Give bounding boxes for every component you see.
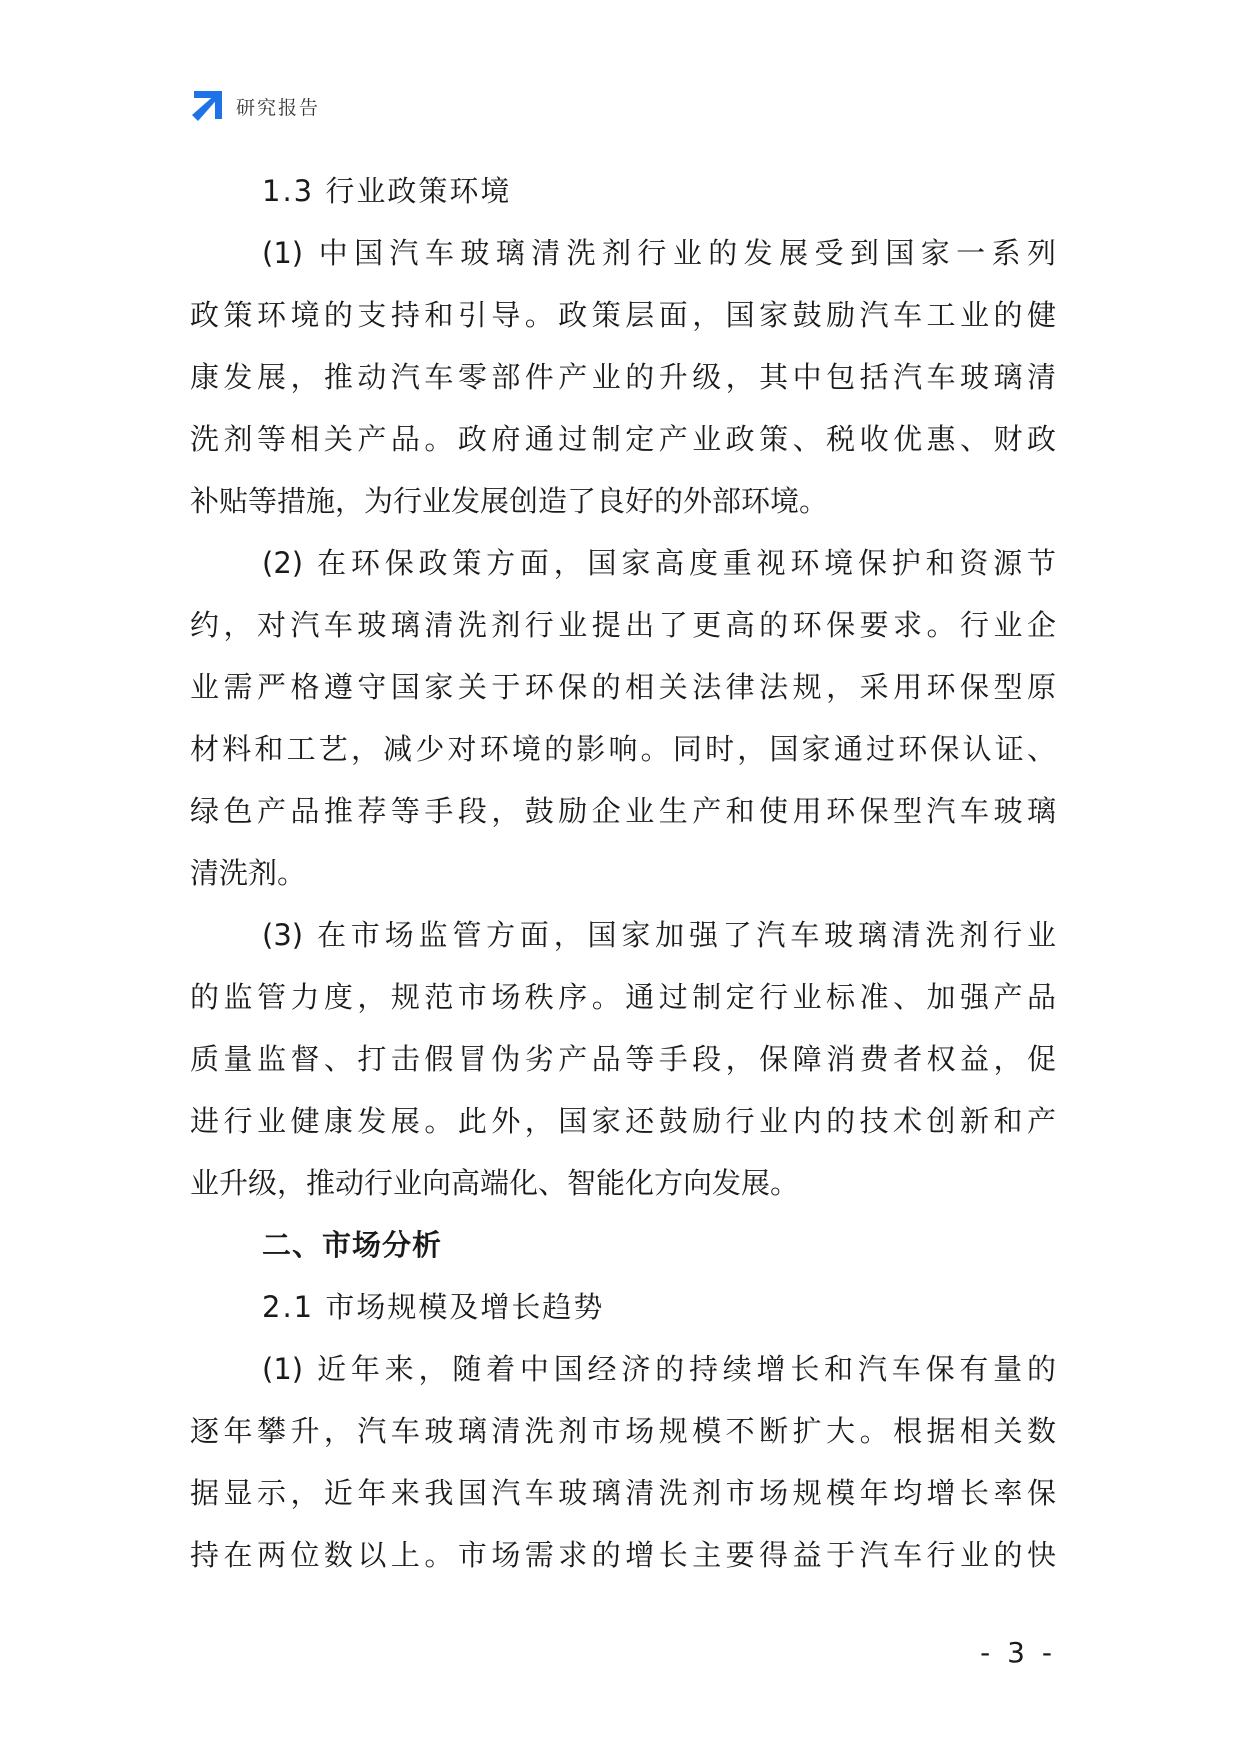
- text-line: 材料和工艺，减少对环境的影响。同时，国家通过环保认证、: [190, 732, 1056, 766]
- text-line: 政策环境的支持和引导。政策层面，国家鼓励汽车工业的健: [190, 298, 1056, 332]
- text-line: (2) 在环保政策方面，国家高度重视环境保护和资源节: [262, 546, 1056, 580]
- document-body: [190, 160, 1056, 1586]
- section-heading: 二、市场分析: [262, 1228, 443, 1262]
- text-line: 持在两位数以上。市场需求的增长主要得益于汽车行业的快: [190, 1538, 1056, 1572]
- arrow-up-right-icon: [190, 89, 224, 123]
- text-line: 据显示，近年来我国汽车玻璃清洗剂市场规模年均增长率保: [190, 1476, 1056, 1510]
- text-line: 业升级，推动行业向高端化、智能化方向发展。: [190, 1166, 800, 1200]
- section-heading: 2.1 市场规模及增长趋势: [262, 1290, 605, 1324]
- text-line: 绿色产品推荐等手段，鼓励企业生产和使用环保型汽车玻璃: [190, 794, 1056, 828]
- text-line: 清洗剂。: [190, 856, 307, 890]
- section-heading: 1.3 行业政策环境: [262, 174, 512, 208]
- header-label: 研究报告: [236, 96, 321, 119]
- text-line: (1) 近年来，随着中国经济的持续增长和汽车保有量的: [262, 1352, 1056, 1386]
- report-header: [190, 88, 320, 124]
- text-line: 业需严格遵守国家关于环保的相关法律法规，采用环保型原: [190, 670, 1056, 704]
- text-line: 进行业健康发展。此外，国家还鼓励行业内的技术创新和产: [190, 1104, 1056, 1138]
- text-line: 康发展，推动汽车零部件产业的升级，其中包括汽车玻璃清: [190, 360, 1056, 394]
- page-number: - 3 -: [980, 1636, 1056, 1669]
- text-line: 补贴等措施，为行业发展创造了良好的外部环境。: [190, 484, 829, 518]
- text-line: 的监管力度，规范市场秩序。通过制定行业标准、加强产品: [190, 980, 1056, 1014]
- text-line: (1) 中国汽车玻璃清洗剂行业的发展受到国家一系列: [262, 236, 1056, 270]
- text-line: 逐年攀升，汽车玻璃清洗剂市场规模不断扩大。根据相关数: [190, 1414, 1056, 1448]
- text-line: 洗剂等相关产品。政府通过制定产业政策、税收优惠、财政: [190, 422, 1056, 456]
- text-line: (3) 在市场监管方面，国家加强了汽车玻璃清洗剂行业: [262, 918, 1056, 952]
- text-line: 质量监督、打击假冒伪劣产品等手段，保障消费者权益，促: [190, 1042, 1056, 1076]
- text-line: 约，对汽车玻璃清洗剂行业提出了更高的环保要求。行业企: [190, 608, 1056, 642]
